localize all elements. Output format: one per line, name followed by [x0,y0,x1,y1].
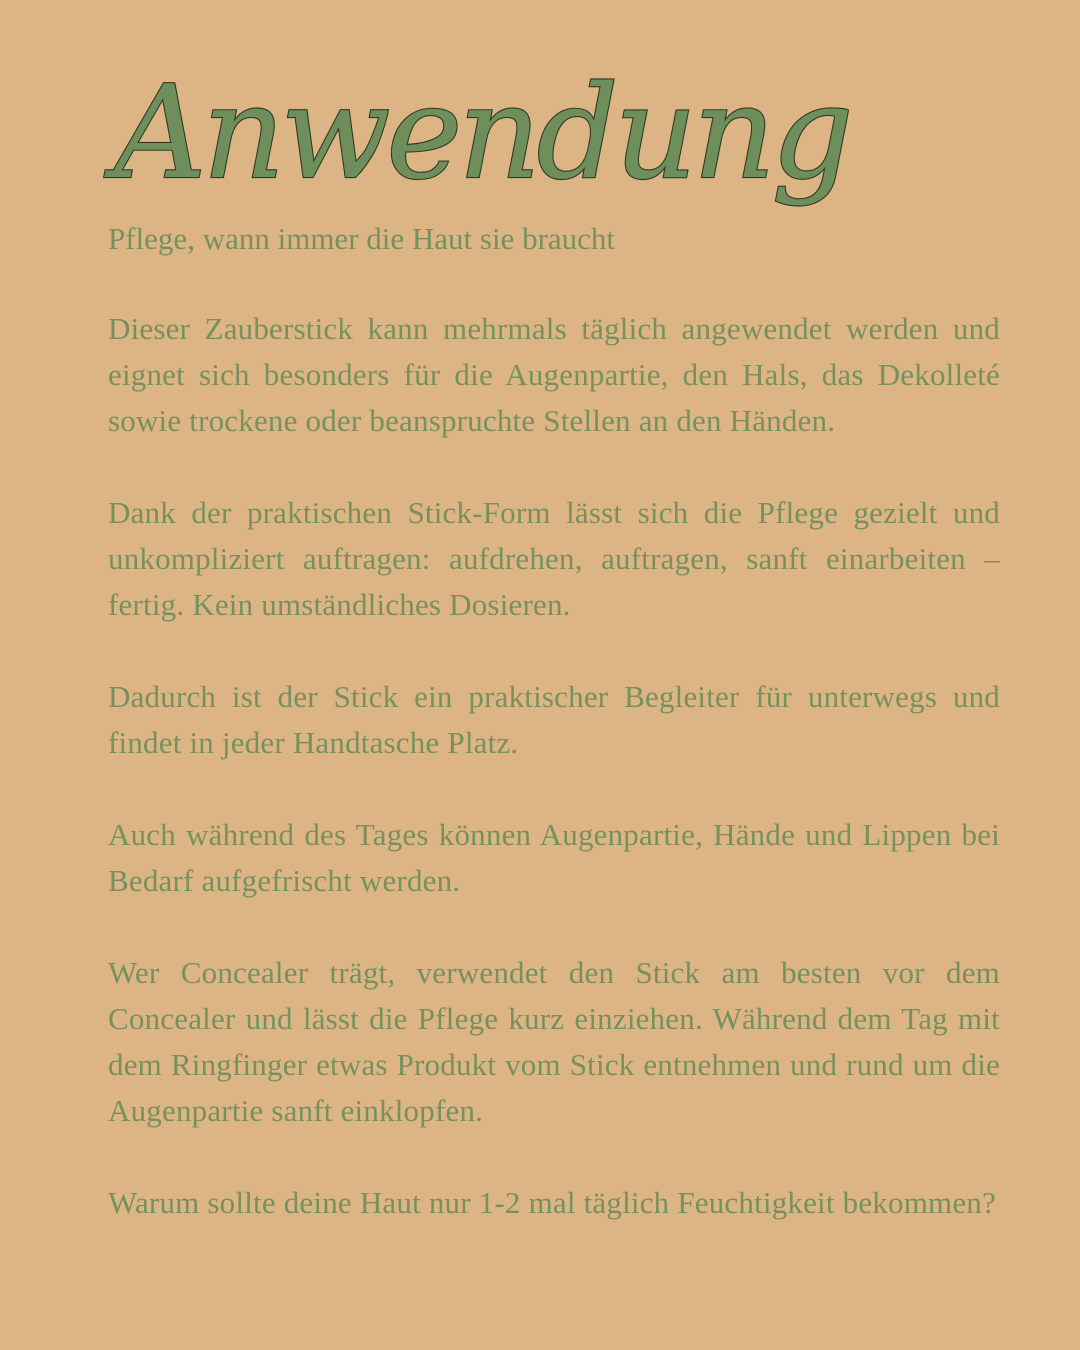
paragraph-application: Dank der praktischen Stick-Form lässt sich die Pflege gezielt und unkompliziert auftragen: aufdrehen, auftragen, sanft einarbeiten – fertig. Kein umständliches Dosieren. [108,495,1000,622]
paragraph-travel: Dadurch ist der Stick ein praktischer Begleiter für unterwegs und findet in jeder Handtasche Platz. [108,679,1000,760]
paragraph-daytime: Auch während des Tages können Augenpartie, Hände und Lippen bei Bedarf aufgefrischt werden. [108,817,1000,898]
page-title-text: Anwendung [114,59,850,208]
paragraph-usage: Dieser Zauberstick kann mehrmals täglich angewendet werden und eignet sich besonders für die Augenpartie, den Hals, das Dekolleté sowie trockene oder beanspruchte Stellen an den Händen. [108,311,1000,438]
paragraph-question: Warum sollte deine Haut nur 1-2 mal täglich Feuchtigkeit bekommen? [108,1185,996,1220]
page-subtitle: Pflege, wann immer die Haut sie braucht [108,221,616,256]
paragraph-concealer: Wer Concealer trägt, verwendet den Stick am besten vor dem Concealer und lässt die Pflege kurz einziehen. Während dem Tag mit dem Ringfinger etwas Produkt vom Stick entnehmen und rund um die Augenpartie sanft einklopfen. [108,955,1000,1128]
body-text [108,306,1000,1272]
